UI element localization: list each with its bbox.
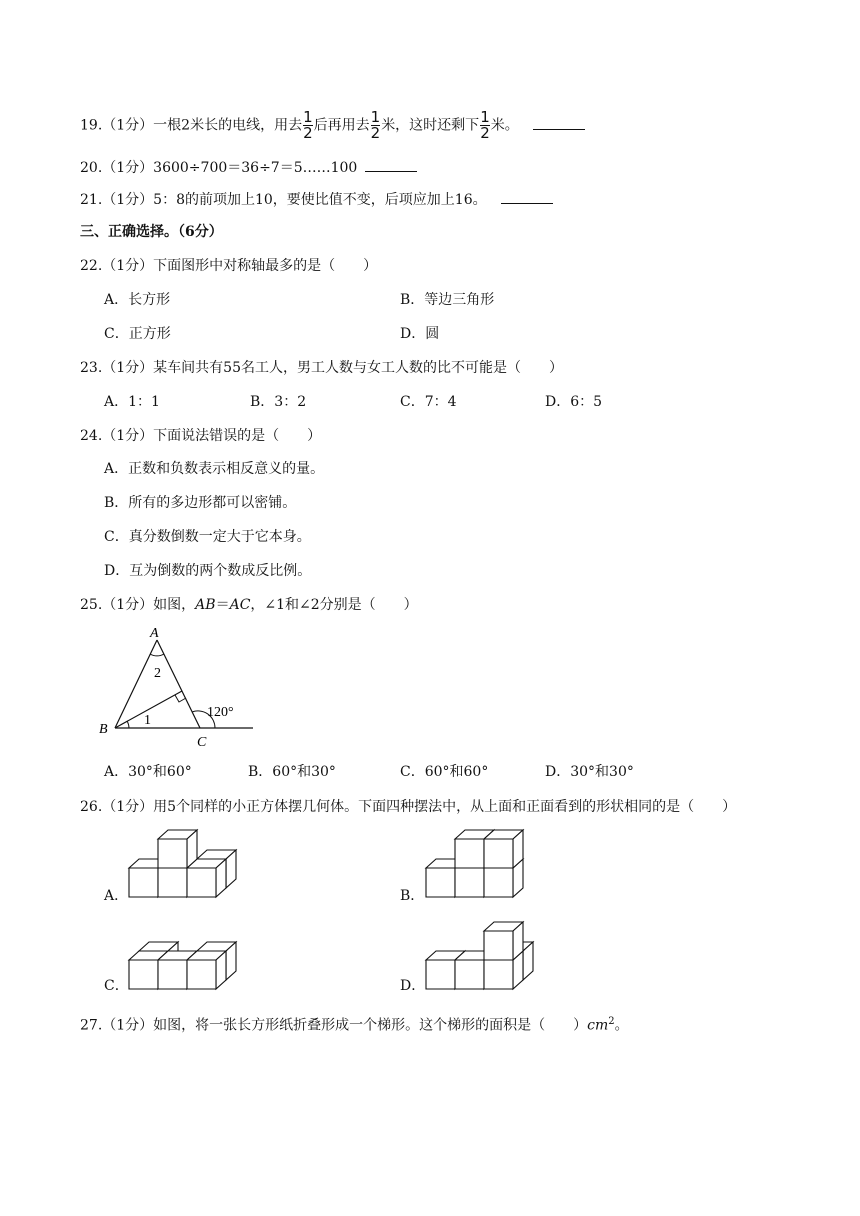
question-22 (80, 256, 377, 276)
vertex-b-label: B (99, 722, 108, 737)
option-a[interactable]: A．30°和60° (104, 764, 192, 780)
question-21 (80, 189, 553, 210)
unit-cube (187, 859, 226, 897)
question-27 (80, 1012, 629, 1036)
question-23 (80, 358, 563, 378)
q19-mid1: 后再用去 (313, 117, 370, 134)
option-b[interactable]: B．3：2 (250, 394, 307, 410)
option-a[interactable]: A．正数和负数表示相反意义的量。 (104, 461, 325, 477)
section-title (80, 222, 223, 242)
fraction-one-half (303, 110, 313, 141)
frac-den: 2 (480, 124, 490, 142)
unit-cube (484, 830, 523, 868)
option-b[interactable]: B．60°和30° (248, 764, 336, 780)
unit-cube (187, 951, 226, 989)
option-d[interactable]: D．30°和30° (545, 764, 634, 780)
angle-2-label: 2 (154, 666, 161, 681)
option-c[interactable]: C．7：4 (400, 394, 457, 410)
frac-num: 1 (480, 108, 490, 126)
q24-text: 24.（1分）下面说法错误的是（ ） (80, 428, 322, 444)
q19-suffix: 米。 (490, 117, 519, 134)
q21-text: 21.（1分）5：8的前项加上10，要使比值不变，后项应加上16。 (80, 192, 487, 208)
option-d[interactable]: D．互为倒数的两个数成反比例。 (104, 563, 312, 579)
option-d[interactable]: D．圆 (400, 326, 440, 342)
frac-den: 2 (303, 124, 313, 142)
q26-text: 26.（1分）用5个同样的小正方体摆几何体。下面四种摆法中，从上面和正面看到的形状相同的是（ ） (80, 799, 737, 815)
cube-figure-a (125, 828, 240, 903)
q27-unit: cm (587, 1017, 609, 1034)
q22-text: 22.（1分）下面图形中对称轴最多的是（ ） (80, 258, 378, 274)
fraction-one-half (480, 110, 490, 141)
q27-unit-exponent: 2 (608, 1016, 615, 1027)
frac-den: 2 (370, 124, 381, 142)
option-c[interactable]: C．正方形 (104, 326, 171, 342)
frac-num: 1 (303, 108, 313, 126)
cube-figure-d (422, 918, 537, 995)
answer-blank[interactable] (365, 157, 417, 172)
unit-cube (484, 922, 523, 960)
answer-blank[interactable] (533, 115, 585, 130)
option-c[interactable]: C．60°和60° (400, 764, 489, 780)
option-a[interactable]: A．1：1 (104, 394, 160, 410)
question-25 (80, 595, 418, 615)
q23-text: 23.（1分）某车间共有55名工人，男工人数与女工人数的比不可能是（ ） (80, 360, 563, 376)
q19-mid2: 米，这时还剩下 (381, 117, 480, 134)
option-a[interactable]: A．长方形 (104, 292, 171, 308)
frac-num: 1 (370, 108, 381, 126)
unit-cube (158, 830, 197, 868)
option-c[interactable]: C．真分数倒数一定大于它本身。 (104, 529, 311, 545)
q25-prefix: 25.（1分）如图， (80, 597, 196, 613)
angle-120-label: 120° (207, 705, 234, 720)
q27-prefix: 27.（1分）如图，将一张长方形纸折叠形成一个梯形。这个梯形的面积是（ ） (80, 1017, 588, 1034)
option-d[interactable]: D． (400, 978, 426, 994)
fraction-one-half (371, 110, 381, 141)
vertex-a-label: A (150, 626, 159, 641)
section-title-text: 三、正确选择。（6分） (80, 224, 223, 240)
question-26 (80, 797, 736, 817)
question-19 (80, 110, 585, 141)
q25-eq: ＝ (215, 597, 230, 613)
q20-text: 20.（1分）3600÷700＝36÷7＝5……100 (80, 160, 358, 176)
option-c[interactable]: C． (104, 978, 129, 994)
question-24 (80, 426, 321, 446)
q27-suffix: 。 (614, 1017, 629, 1034)
answer-blank[interactable] (501, 189, 553, 204)
triangle-figure (95, 625, 260, 750)
q25-suffix: ，∠1和∠2分别是（ ） (250, 597, 418, 613)
q25-ab: AB (195, 597, 216, 613)
vertex-c-label: C (197, 735, 207, 750)
cube-figure-c (125, 930, 240, 995)
option-b[interactable]: B． (400, 888, 425, 904)
question-20 (80, 157, 417, 178)
q25-ac: AC (229, 597, 251, 613)
option-b[interactable]: B．等边三角形 (400, 292, 495, 308)
q19-prefix: 19.（1分）一根2米长的电线，用去 (80, 117, 303, 134)
option-b[interactable]: B．所有的多边形都可以密铺。 (104, 495, 297, 511)
cube-figure-b (422, 828, 537, 903)
angle-1-label: 1 (144, 713, 151, 728)
option-d[interactable]: D．6：5 (545, 394, 603, 410)
option-a[interactable]: A． (104, 888, 129, 904)
